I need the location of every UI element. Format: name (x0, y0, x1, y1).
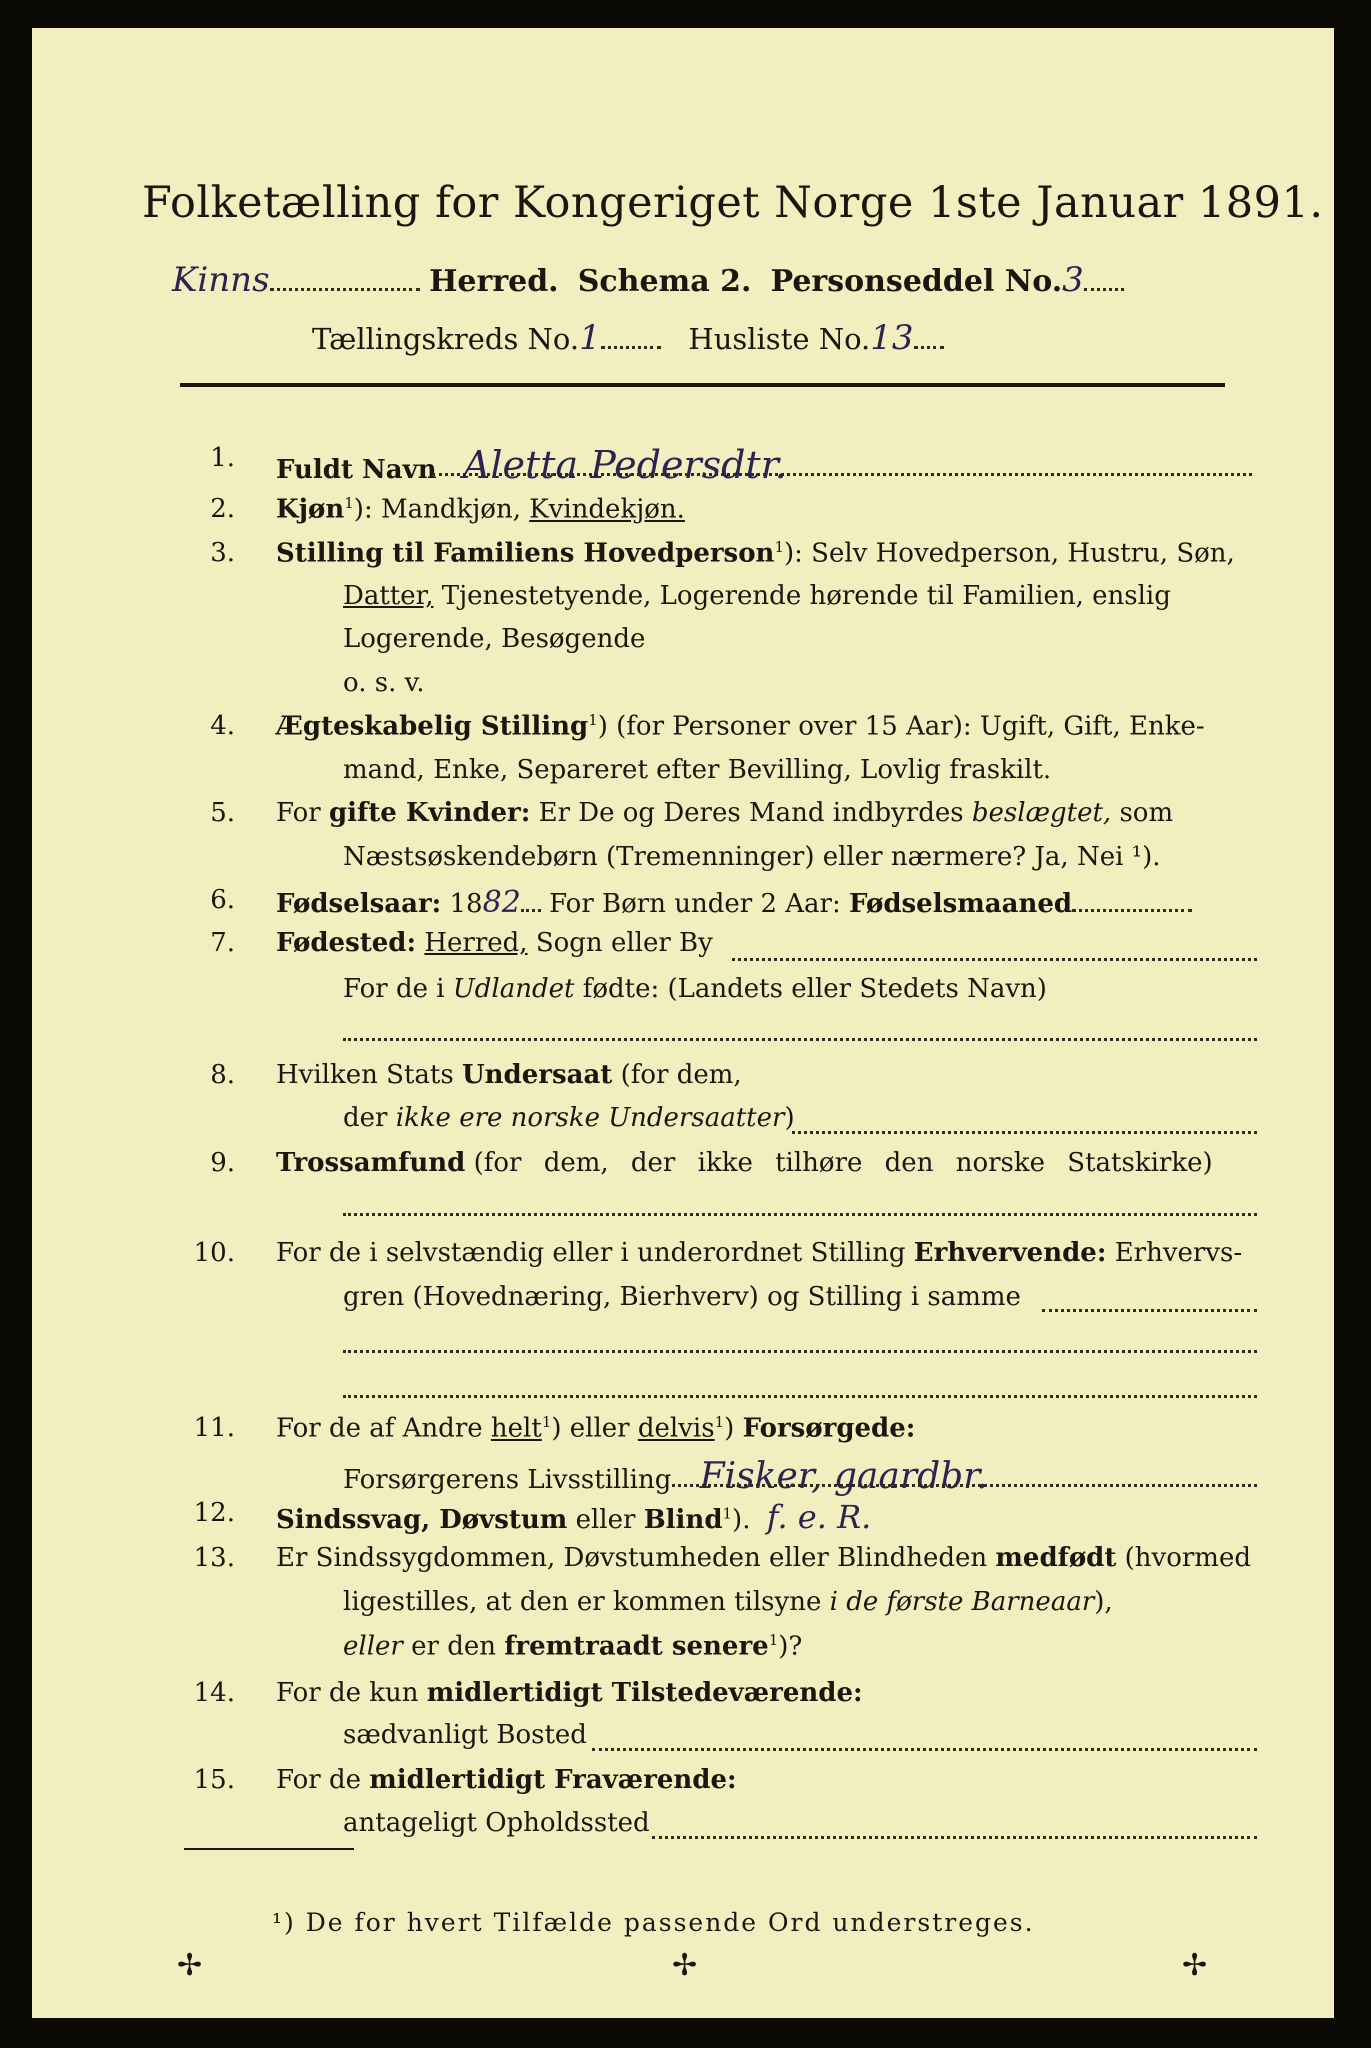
fuldt-navn-label: Fuldt Navn (276, 455, 437, 485)
husliste-no: 13 (870, 318, 914, 358)
text: fødte: (Landets eller Stedets Navn) (582, 974, 1047, 1004)
schema-label: Schema 2. (577, 264, 752, 299)
text: eller (343, 1631, 403, 1662)
dotted-line (792, 1131, 1257, 1134)
registration-mark-icon: ✢ (1182, 1948, 1208, 1983)
stilling-options: ): Selv Hovedperson, Hustru, Søn, (784, 538, 1235, 569)
item-5-line-2: Næstsøskendebørn (Tremenninger) eller nærmere? Ja, Nei ¹). (343, 842, 1161, 872)
registration-mark-icon: ✢ (177, 1948, 203, 1983)
item-number: 6. (210, 885, 235, 915)
footnote-ref: 1 (768, 1631, 779, 1649)
item-number: 14. (193, 1678, 235, 1708)
opholdssted-label: antageligt Opholdssted (343, 1808, 650, 1838)
text: For de i (343, 974, 445, 1004)
herred-line (172, 260, 1124, 300)
footnote-ref: 1 (588, 711, 598, 729)
aegteskab-options: ) (for Personer over 15 Aar): Ugift, Gift, Enke- (597, 711, 1205, 742)
item-number: 9. (210, 1148, 235, 1178)
item-number: 1. (210, 443, 235, 473)
kreds-line (312, 318, 944, 358)
item-number: 2. (210, 494, 235, 524)
text: For de (276, 1765, 361, 1795)
text: For Børn under 2 Aar: (549, 889, 841, 919)
form-title: Folketælling for Kongeriget Norge 1ste Januar 1891. (142, 178, 1324, 228)
dotted-leader (521, 887, 541, 912)
item-11-line-2 (343, 1456, 988, 1497)
sindssvag-label: Sindssvag, Døvstum (276, 1505, 568, 1535)
text: eller (569, 1413, 630, 1444)
kreds-no: 1 (579, 318, 601, 358)
fodselsaar-label: Fødselsaar: (276, 889, 442, 919)
item-3-line-4: o. s. v. (343, 668, 425, 698)
stilling-selected: Datter, (343, 581, 434, 611)
dotted-leader (914, 324, 944, 349)
item-3-line-3: Logerende, Besøgende (343, 624, 646, 654)
registration-mark-icon: ✢ (672, 1948, 698, 1983)
dotted-leader (1072, 887, 1192, 912)
text: )? (778, 1631, 803, 1662)
text: ). (732, 1505, 751, 1535)
text: ikke ere norske Undersaatter (395, 1103, 785, 1133)
forsorgede-label: Forsørgede: (742, 1413, 916, 1444)
kjon-selected: Kvindekjøn. (529, 494, 685, 525)
item-number: 12. (193, 1498, 235, 1528)
husliste-label: Husliste No. (688, 322, 871, 356)
forsorget-selected: helt (490, 1413, 542, 1444)
item-number: 15. (193, 1765, 235, 1795)
footnote-ref: 1 (714, 1413, 725, 1431)
herred-name: Kinns (172, 260, 270, 300)
tilstedevaerende-label: midlertidigt Tilstedeværende: (426, 1678, 863, 1708)
text: Erhvervs- (1114, 1238, 1243, 1268)
undersaat-label: Undersaat (461, 1060, 613, 1090)
header-rule (180, 383, 1225, 387)
fodested-selected: Herred, (424, 928, 528, 958)
item-number: 11. (193, 1413, 235, 1443)
aegteskab-label: Ægteskabelig Stilling (276, 711, 589, 742)
item-number: 5. (210, 798, 235, 828)
footnote-ref: 1 (722, 1504, 733, 1523)
trossamfund-label: Trossamfund (276, 1148, 466, 1178)
item-7-line-2 (343, 974, 1047, 1004)
personseddel-no: 3 (1062, 260, 1084, 300)
text: i de første Barneaar (829, 1587, 1095, 1617)
footnote-rule (184, 1848, 354, 1850)
dotted-line (732, 958, 1257, 961)
dotted-line (652, 1836, 1257, 1839)
census-form: Folketælling for Kongeriget Norge 1ste Januar 1891. Kinns Herred. Schema 2. Personseddel No.3 Tællingskreds No.1 Husliste No.13 1. Fuldt Navn Aletta Pedersdtr. 2. Kjøn$^1$): Mandkjøn, Kvindekjøn. 3. Stilling til Familiens Hovedperson$^1$): Selv Hovedperson, Hustru, Søn, Datter, Tjenestetyende, Logerende hørende til Familien, enslig Logerende, Besøgende o. s. v. 4. Ægteskabelig Stilling$^1$) (for Personer over 15 Aar): Ugift, Gift, Enke- mand, Enke, Separeret efter Bevilling, Lovlig fraskilt. 5. For gifte Kvinder: Er De og Deres Mand indbyrdes beslægtet, som Næstsøskendebørn (Tremenninger) eller nærmere? Ja, Nei ¹). 6. Fødselsaar: 1882 For Børn under 2 Aar: Fødselsmaaned 7. Fødested: Herred, Sogn eller By For de i Udlandet fødte: (Landets eller Stedets Navn) 8. Hvilken Stats Undersaat (for dem, der ikke ere norske Undersaatter) 9. Trossamfund (for dem, der ikke tilhøre den norske Statskirke) 10. For de i selvstændig eller i underordnet Stilling Erhvervende: Erhvervs- gren (Hovednæring, Bierhverv) og Stilling i samme 11. For de af Andre helt$^1$) eller delvis$^1$) Forsørgede: Forsørgerens Livsstilling Fisker, gaardbr. 12. Sindssvag, Døvstum eller Blind$^1$). f. e. R. 13. Er Sindssygdommen, Døvstumheden eller Blindheden medfødt (hvormed ligestilles, at den er kommen tilsyne i de første Barneaar), eller er den fremtraadt senere$^1$)? 14. For de kun midlertidigt Tilstedeværende: sædvanligt Bosted 15. For de midlertidigt Fraværende: antageligt Opholdssted ¹) De for hvert Tilfælde passende Ord understreges. ✢ ✢ ✢ (32, 28, 1334, 2018)
text: For de i selvstændig eller i underordnet Stilling (276, 1238, 906, 1268)
text: som (1119, 798, 1174, 828)
dotted-line (343, 1350, 1257, 1353)
item-3-line-2 (343, 581, 1255, 611)
kjon-label: Kjøn (276, 494, 345, 525)
gifte-kvinder-label: gifte Kvinder: (328, 798, 531, 828)
item-10-line-2: gren (Hovednæring, Bierhverv) og Stilling i samme (343, 1282, 1021, 1312)
fodested-label: Fødested: (276, 928, 417, 958)
item-number: 3. (210, 538, 235, 568)
sindssvag-value: f. e. R. (766, 1498, 872, 1536)
text: ligestilles, at den er kommen tilsyne (343, 1587, 822, 1617)
text: For de af Andre (276, 1413, 483, 1444)
text: beslægtet, (971, 798, 1112, 828)
kjon-options: ): Mandkjøn, (353, 494, 521, 525)
item-number: 4. (210, 711, 235, 741)
item-number: 10. (193, 1238, 235, 1268)
dotted-line (343, 1395, 1257, 1398)
dotted-line (343, 1038, 1257, 1041)
dotted-leader (1084, 266, 1124, 291)
text: ) (784, 1103, 795, 1133)
text: er den (411, 1631, 496, 1662)
text: (hvormed (1124, 1543, 1251, 1573)
text: Er Sindssygdommen, Døvstumheden eller Blindheden (276, 1543, 988, 1573)
item-13-line-3 (343, 1631, 802, 1662)
fodselsaar-prefix: 18 (449, 889, 483, 919)
footnote-ref: 1 (774, 538, 784, 556)
item-8-line-2 (343, 1103, 795, 1133)
blind-label: Blind (643, 1505, 723, 1535)
footnote-ref: 1 (344, 494, 354, 512)
fravaerende-label: midlertidigt Fraværende: (369, 1765, 737, 1795)
item-number: 7. (210, 928, 235, 958)
dotted-line (432, 473, 1252, 476)
dotted-line (672, 1484, 1257, 1487)
text: delvis (637, 1413, 715, 1444)
kreds-label: Tællingskreds No. (312, 322, 580, 356)
text: For (276, 798, 321, 828)
text: Udlandet (452, 974, 575, 1004)
bosted-label: sædvanligt Bosted (343, 1720, 587, 1750)
senere-label: fremtraadt senere (504, 1631, 769, 1662)
footnote: ¹) De for hvert Tilfælde passende Ord understreges. (272, 1908, 1035, 1937)
item-number: 8. (210, 1060, 235, 1090)
stilling-options-2: Tjenestetyende, Logerende hørende til Familien, enslig (441, 581, 1171, 611)
text: (for dem, (620, 1060, 742, 1090)
erhvervende-label: Erhvervende: (913, 1238, 1107, 1268)
fuldt-navn-value: Aletta Pedersdtr. (462, 443, 787, 487)
item-4-line-2: mand, Enke, Separeret efter Bevilling, Lovlig fraskilt. (343, 755, 1052, 785)
text: For de kun (276, 1678, 419, 1708)
fodselsaar-value: 82 (482, 885, 521, 920)
text: ), (1094, 1587, 1113, 1617)
item-13-line-2 (343, 1587, 1113, 1617)
herred-label: Herred. (429, 264, 559, 299)
stilling-label: Stilling til Familiens Hovedperson (276, 538, 775, 569)
footnote-ref: 1 (541, 1413, 552, 1431)
personseddel-label: Personseddel No. (770, 264, 1063, 299)
item-number: 13. (193, 1543, 235, 1573)
dotted-line (343, 1213, 1257, 1216)
text: der (343, 1103, 388, 1133)
livsstilling-label: Forsørgerens Livsstilling (343, 1465, 672, 1495)
dotted-line (592, 1748, 1257, 1751)
text: Hvilken Stats (276, 1060, 454, 1090)
text: eller (575, 1505, 636, 1535)
text: (for dem, der ikke tilhøre den norske Statskirke) (473, 1148, 1213, 1178)
dotted-leader (270, 266, 420, 291)
medfodt-label: medfødt (995, 1543, 1117, 1573)
dotted-line (1042, 1309, 1257, 1312)
dotted-leader (601, 324, 661, 349)
text: Er De og Deres Mand indbyrdes (538, 798, 964, 828)
fodselsmaaned-label: Fødselsmaaned (848, 889, 1073, 919)
livsstilling-value: Fisker, gaardbr. (699, 1456, 988, 1497)
text: Sogn eller By (535, 928, 713, 958)
